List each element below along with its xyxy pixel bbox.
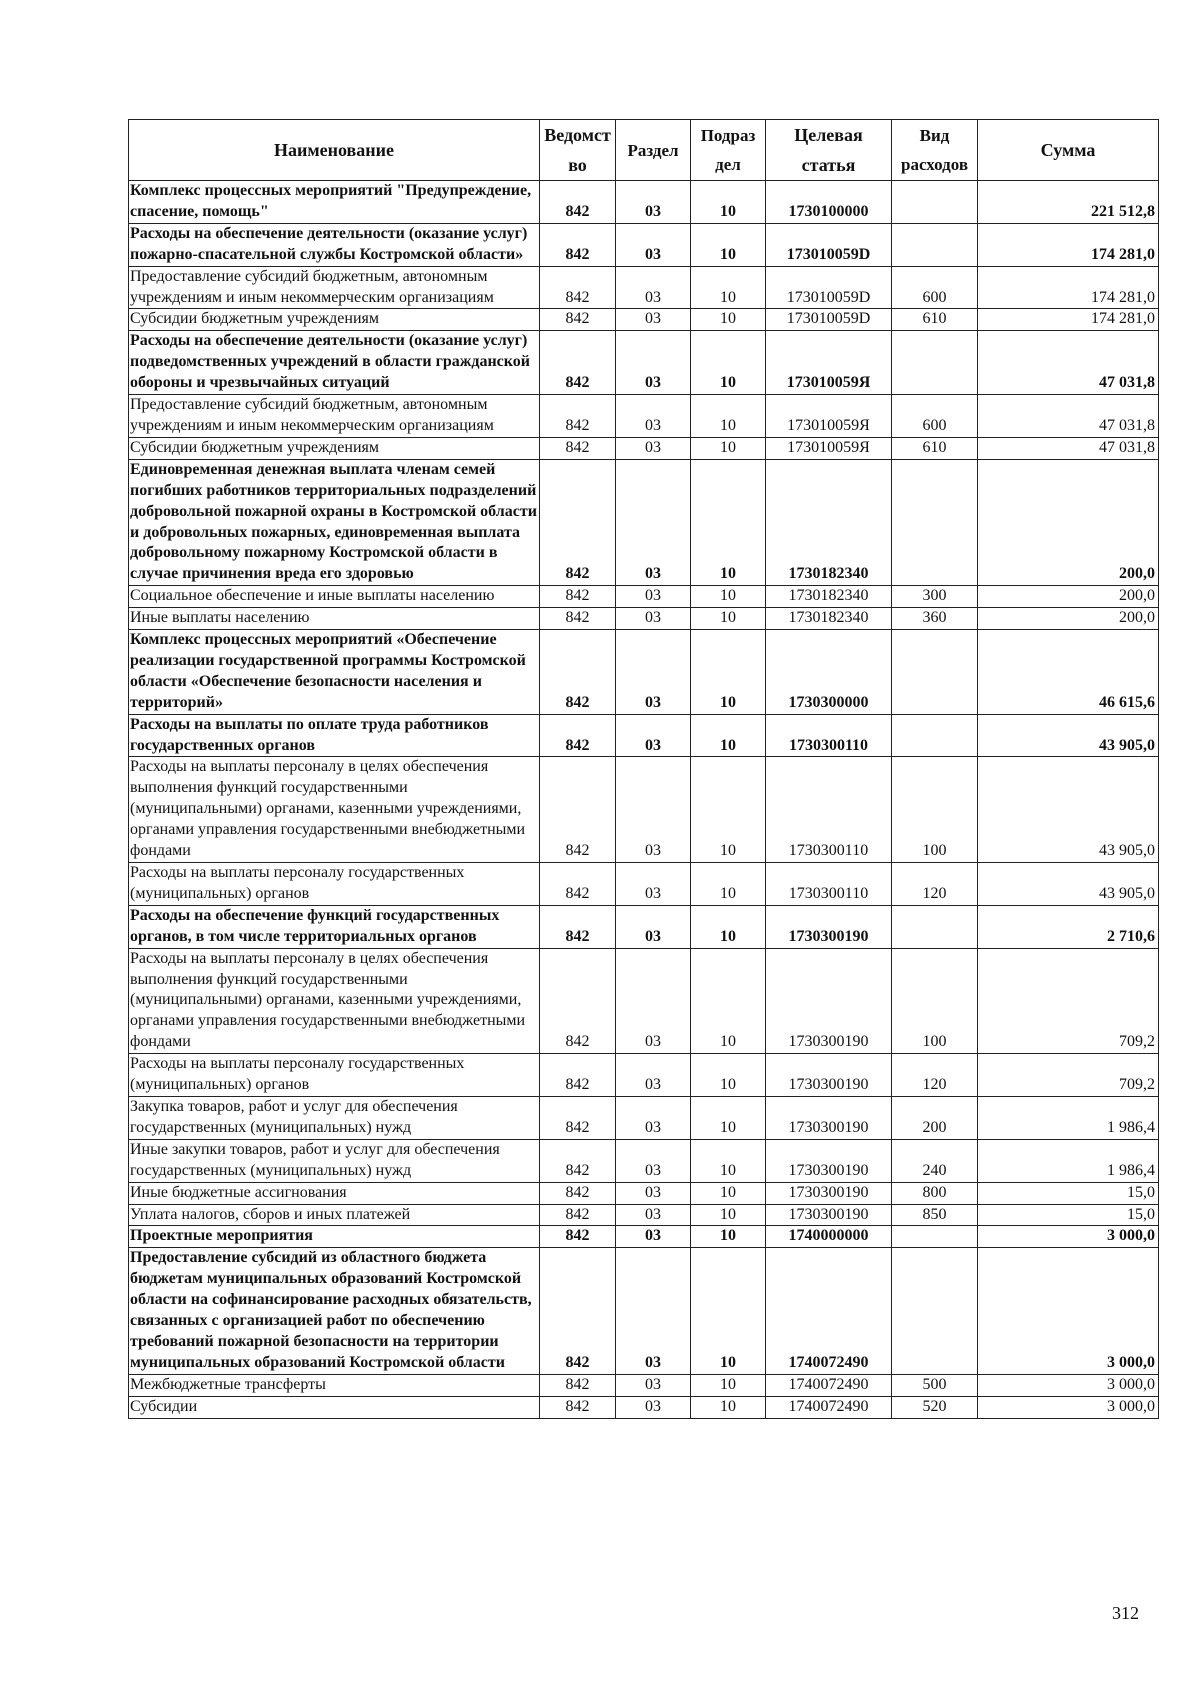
section-cell: 03 — [616, 1374, 691, 1396]
expense-type-cell — [892, 223, 978, 266]
section-cell: 03 — [616, 586, 691, 608]
name-cell: Субсидии — [129, 1396, 540, 1418]
subsection-cell: 10 — [691, 1139, 766, 1182]
sum-cell: 200,0 — [978, 586, 1159, 608]
subsection-cell: 10 — [691, 437, 766, 459]
expense-type-cell: 610 — [892, 437, 978, 459]
department-cell: 842 — [540, 863, 616, 906]
section-cell: 03 — [616, 331, 691, 395]
expense-type-cell: 100 — [892, 757, 978, 863]
subsection-cell: 10 — [691, 1248, 766, 1374]
expense-type-cell — [892, 459, 978, 585]
expense-type-cell: 120 — [892, 863, 978, 906]
name-cell: Предоставление субсидий из областного бюджета бюджетам муниципальных образований Костромской области на софинансирование расходных обязательств, связанных с организацией работ по обеспечению требований пожарной безопасности на территории муниципальных образований Костромской области — [129, 1248, 540, 1374]
section-cell: 03 — [616, 1054, 691, 1097]
header-department-line1: Ведомст — [544, 125, 611, 145]
target-article-cell: 173010059Я — [766, 437, 892, 459]
section-cell: 03 — [616, 1396, 691, 1418]
name-cell: Межбюджетные трансферты — [129, 1374, 540, 1396]
section-cell: 03 — [616, 1096, 691, 1139]
sum-cell: 47 031,8 — [978, 437, 1159, 459]
target-article-cell: 173010059D — [766, 223, 892, 266]
expense-type-cell — [892, 331, 978, 395]
subsection-cell: 10 — [691, 948, 766, 1054]
department-cell: 842 — [540, 266, 616, 309]
table-row — [129, 266, 1159, 309]
table-row — [129, 395, 1159, 438]
expense-type-cell: 500 — [892, 1374, 978, 1396]
name-cell: Расходы на выплаты персоналу государственных (муниципальных) органов — [129, 1054, 540, 1097]
header-department-line2: во — [568, 155, 587, 175]
target-article-cell: 1730300190 — [766, 948, 892, 1054]
subsection-cell: 10 — [691, 395, 766, 438]
header-expense-type — [892, 120, 978, 181]
section-cell: 03 — [616, 181, 691, 224]
sum-cell: 43 905,0 — [978, 863, 1159, 906]
subsection-cell: 10 — [691, 863, 766, 906]
target-article-cell: 1730300110 — [766, 757, 892, 863]
header-subsection-line1: Подраз — [700, 126, 756, 145]
expense-type-cell: 800 — [892, 1182, 978, 1204]
target-article-cell: 1730300190 — [766, 1204, 892, 1226]
sum-cell: 200,0 — [978, 608, 1159, 630]
table-row — [129, 459, 1159, 585]
department-cell: 842 — [540, 331, 616, 395]
target-article-cell: 1740072490 — [766, 1248, 892, 1374]
expense-type-cell: 360 — [892, 608, 978, 630]
subsection-cell: 10 — [691, 1226, 766, 1248]
section-cell: 03 — [616, 1226, 691, 1248]
department-cell: 842 — [540, 630, 616, 715]
page-number: 312 — [1112, 1603, 1139, 1623]
sum-cell: 3 000,0 — [978, 1248, 1159, 1374]
department-cell: 842 — [540, 395, 616, 438]
department-cell: 842 — [540, 437, 616, 459]
name-cell: Иные бюджетные ассигнования — [129, 1182, 540, 1204]
subsection-cell: 10 — [691, 331, 766, 395]
expense-type-cell: 300 — [892, 586, 978, 608]
target-article-cell: 1730182340 — [766, 586, 892, 608]
section-cell: 03 — [616, 437, 691, 459]
target-article-cell: 1730100000 — [766, 181, 892, 224]
section-cell: 03 — [616, 223, 691, 266]
table-row — [129, 1226, 1159, 1248]
department-cell: 842 — [540, 1374, 616, 1396]
table-row — [129, 1248, 1159, 1374]
section-cell: 03 — [616, 1139, 691, 1182]
subsection-cell: 10 — [691, 905, 766, 948]
name-cell: Комплекс процессных мероприятий «Обеспечение реализации государственной программы Костромской области «Обеспечение безопасности населения и территорий» — [129, 630, 540, 715]
section-cell: 03 — [616, 714, 691, 757]
section-cell: 03 — [616, 948, 691, 1054]
sum-cell: 174 281,0 — [978, 266, 1159, 309]
budget-table — [128, 119, 1159, 1419]
header-target-article — [766, 120, 892, 181]
target-article-cell: 1740072490 — [766, 1374, 892, 1396]
header-section: Раздел — [616, 120, 691, 181]
subsection-cell: 10 — [691, 1374, 766, 1396]
department-cell: 842 — [540, 905, 616, 948]
target-article-cell: 1730300190 — [766, 1182, 892, 1204]
sum-cell: 174 281,0 — [978, 309, 1159, 331]
table-row — [129, 948, 1159, 1054]
department-cell: 842 — [540, 1096, 616, 1139]
name-cell: Иные закупки товаров, работ и услуг для обеспечения государственных (муниципальных) нужд — [129, 1139, 540, 1182]
name-cell: Социальное обеспечение и иные выплаты населению — [129, 586, 540, 608]
section-cell: 03 — [616, 1248, 691, 1374]
sum-cell: 709,2 — [978, 948, 1159, 1054]
table-row — [129, 181, 1159, 224]
expense-type-cell: 520 — [892, 1396, 978, 1418]
table-row — [129, 863, 1159, 906]
department-cell: 842 — [540, 1226, 616, 1248]
sum-cell: 46 615,6 — [978, 630, 1159, 715]
sum-cell: 1 986,4 — [978, 1096, 1159, 1139]
section-cell: 03 — [616, 395, 691, 438]
department-cell: 842 — [540, 1182, 616, 1204]
subsection-cell: 10 — [691, 1396, 766, 1418]
expense-type-cell: 610 — [892, 309, 978, 331]
name-cell: Расходы на обеспечение функций государственных органов, в том числе территориальных органов — [129, 905, 540, 948]
subsection-cell: 10 — [691, 608, 766, 630]
section-cell: 03 — [616, 905, 691, 948]
name-cell: Проектные мероприятия — [129, 1226, 540, 1248]
sum-cell: 174 281,0 — [978, 223, 1159, 266]
target-article-cell: 1730300190 — [766, 905, 892, 948]
section-cell: 03 — [616, 757, 691, 863]
subsection-cell: 10 — [691, 630, 766, 715]
expense-type-cell: 100 — [892, 948, 978, 1054]
name-cell: Предоставление субсидий бюджетным, автономным учреждениям и иным некоммерческим организациям — [129, 266, 540, 309]
department-cell: 842 — [540, 181, 616, 224]
subsection-cell: 10 — [691, 1182, 766, 1204]
sum-cell: 47 031,8 — [978, 395, 1159, 438]
table-row — [129, 437, 1159, 459]
table-row — [129, 1374, 1159, 1396]
sum-cell: 15,0 — [978, 1182, 1159, 1204]
subsection-cell: 10 — [691, 757, 766, 863]
sum-cell: 221 512,8 — [978, 181, 1159, 224]
target-article-cell: 1740000000 — [766, 1226, 892, 1248]
table-row — [129, 905, 1159, 948]
header-name: Наименование — [129, 120, 540, 181]
expense-type-cell: 120 — [892, 1054, 978, 1097]
section-cell: 03 — [616, 1182, 691, 1204]
name-cell: Расходы на выплаты персоналу государственных (муниципальных) органов — [129, 863, 540, 906]
department-cell: 842 — [540, 1248, 616, 1374]
target-article-cell: 1730300110 — [766, 863, 892, 906]
header-subsection-line2: дел — [715, 155, 741, 174]
department-cell: 842 — [540, 1396, 616, 1418]
expense-type-cell: 240 — [892, 1139, 978, 1182]
header-department — [540, 120, 616, 181]
expense-type-cell: 850 — [892, 1204, 978, 1226]
sum-cell: 3 000,0 — [978, 1374, 1159, 1396]
subsection-cell: 10 — [691, 181, 766, 224]
expense-type-cell — [892, 714, 978, 757]
name-cell: Иные выплаты населению — [129, 608, 540, 630]
section-cell: 03 — [616, 630, 691, 715]
table-row — [129, 1054, 1159, 1097]
department-cell: 842 — [540, 1054, 616, 1097]
name-cell: Расходы на обеспечение деятельности (оказание услуг) подведомственных учреждений в области гражданской обороны и чрезвычайных ситуаций — [129, 331, 540, 395]
section-cell: 03 — [616, 459, 691, 585]
sum-cell: 15,0 — [978, 1204, 1159, 1226]
expense-type-cell — [892, 1248, 978, 1374]
expense-type-cell — [892, 905, 978, 948]
expense-type-cell: 600 — [892, 395, 978, 438]
table-row — [129, 757, 1159, 863]
subsection-cell: 10 — [691, 1054, 766, 1097]
target-article-cell: 173010059D — [766, 266, 892, 309]
department-cell: 842 — [540, 223, 616, 266]
table-row — [129, 223, 1159, 266]
table-row — [129, 1139, 1159, 1182]
sum-cell: 3 000,0 — [978, 1396, 1159, 1418]
name-cell: Расходы на выплаты персоналу в целях обеспечения выполнения функций государственными (муниципальными) органами, казенными учреждениями, органами управления государственными внебюджетными фондами — [129, 757, 540, 863]
sum-cell: 2 710,6 — [978, 905, 1159, 948]
target-article-cell: 1730182340 — [766, 459, 892, 585]
name-cell: Субсидии бюджетным учреждениям — [129, 309, 540, 331]
target-article-cell: 1730182340 — [766, 608, 892, 630]
name-cell: Единовременная денежная выплата членам семей погибших работников территориальных подразделений добровольной пожарной охраны в Костромской области и добровольных пожарных, единовременная выплата добровольному пожарному Костромской области в случае причинения вреда его здоровью — [129, 459, 540, 585]
table-row — [129, 309, 1159, 331]
subsection-cell: 10 — [691, 1096, 766, 1139]
name-cell: Расходы на обеспечение деятельности (оказание услуг) пожарно-спасательной службы Костромской области» — [129, 223, 540, 266]
subsection-cell: 10 — [691, 1204, 766, 1226]
header-target-article-line2: статья — [801, 155, 856, 175]
header-expense-type-line2: расходов — [901, 155, 968, 174]
target-article-cell: 1730300190 — [766, 1096, 892, 1139]
section-cell: 03 — [616, 309, 691, 331]
table-row — [129, 586, 1159, 608]
expense-type-cell — [892, 181, 978, 224]
name-cell: Закупка товаров, работ и услуг для обеспечения государственных (муниципальных) нужд — [129, 1096, 540, 1139]
section-cell: 03 — [616, 608, 691, 630]
header-sum: Сумма — [978, 120, 1159, 181]
subsection-cell: 10 — [691, 586, 766, 608]
department-cell: 842 — [540, 459, 616, 585]
target-article-cell: 1730300190 — [766, 1139, 892, 1182]
table-row — [129, 630, 1159, 715]
sum-cell: 43 905,0 — [978, 714, 1159, 757]
section-cell: 03 — [616, 863, 691, 906]
subsection-cell: 10 — [691, 459, 766, 585]
table-row — [129, 1182, 1159, 1204]
target-article-cell: 1730300110 — [766, 714, 892, 757]
department-cell: 842 — [540, 608, 616, 630]
subsection-cell: 10 — [691, 309, 766, 331]
table-row — [129, 1396, 1159, 1418]
sum-cell: 200,0 — [978, 459, 1159, 585]
subsection-cell: 10 — [691, 223, 766, 266]
name-cell: Расходы на выплаты персоналу в целях обеспечения выполнения функций государственными (муниципальными) органами, казенными учреждениями, органами управления государственными внебюджетными фондами — [129, 948, 540, 1054]
section-cell: 03 — [616, 1204, 691, 1226]
target-article-cell: 1740072490 — [766, 1396, 892, 1418]
department-cell: 842 — [540, 757, 616, 863]
department-cell: 842 — [540, 714, 616, 757]
department-cell: 842 — [540, 309, 616, 331]
subsection-cell: 10 — [691, 714, 766, 757]
name-cell: Субсидии бюджетным учреждениям — [129, 437, 540, 459]
target-article-cell: 173010059Я — [766, 395, 892, 438]
subsection-cell: 10 — [691, 266, 766, 309]
table-row — [129, 608, 1159, 630]
name-cell: Предоставление субсидий бюджетным, автономным учреждениям и иным некоммерческим организациям — [129, 395, 540, 438]
department-cell: 842 — [540, 948, 616, 1054]
sum-cell: 709,2 — [978, 1054, 1159, 1097]
table-row — [129, 331, 1159, 395]
expense-type-cell — [892, 1226, 978, 1248]
name-cell: Уплата налогов, сборов и иных платежей — [129, 1204, 540, 1226]
target-article-cell: 173010059D — [766, 309, 892, 331]
table-row — [129, 714, 1159, 757]
target-article-cell: 1730300190 — [766, 1054, 892, 1097]
sum-cell: 43 905,0 — [978, 757, 1159, 863]
target-article-cell: 173010059Я — [766, 331, 892, 395]
name-cell: Комплекс процессных мероприятий "Предупреждение, спасение, помощь" — [129, 181, 540, 224]
department-cell: 842 — [540, 1204, 616, 1226]
header-target-article-line1: Целевая — [794, 125, 863, 145]
header-expense-type-line1: Вид — [919, 126, 950, 145]
department-cell: 842 — [540, 586, 616, 608]
sum-cell: 3 000,0 — [978, 1226, 1159, 1248]
expense-type-cell — [892, 630, 978, 715]
expense-type-cell: 600 — [892, 266, 978, 309]
header-subsection — [691, 120, 766, 181]
table-body — [129, 181, 1159, 1419]
expense-type-cell: 200 — [892, 1096, 978, 1139]
sum-cell: 47 031,8 — [978, 331, 1159, 395]
name-cell: Расходы на выплаты по оплате труда работников государственных органов — [129, 714, 540, 757]
table-row — [129, 1204, 1159, 1226]
header-row — [129, 120, 1159, 181]
target-article-cell: 1730300000 — [766, 630, 892, 715]
section-cell: 03 — [616, 266, 691, 309]
department-cell: 842 — [540, 1139, 616, 1182]
table-row — [129, 1096, 1159, 1139]
sum-cell: 1 986,4 — [978, 1139, 1159, 1182]
